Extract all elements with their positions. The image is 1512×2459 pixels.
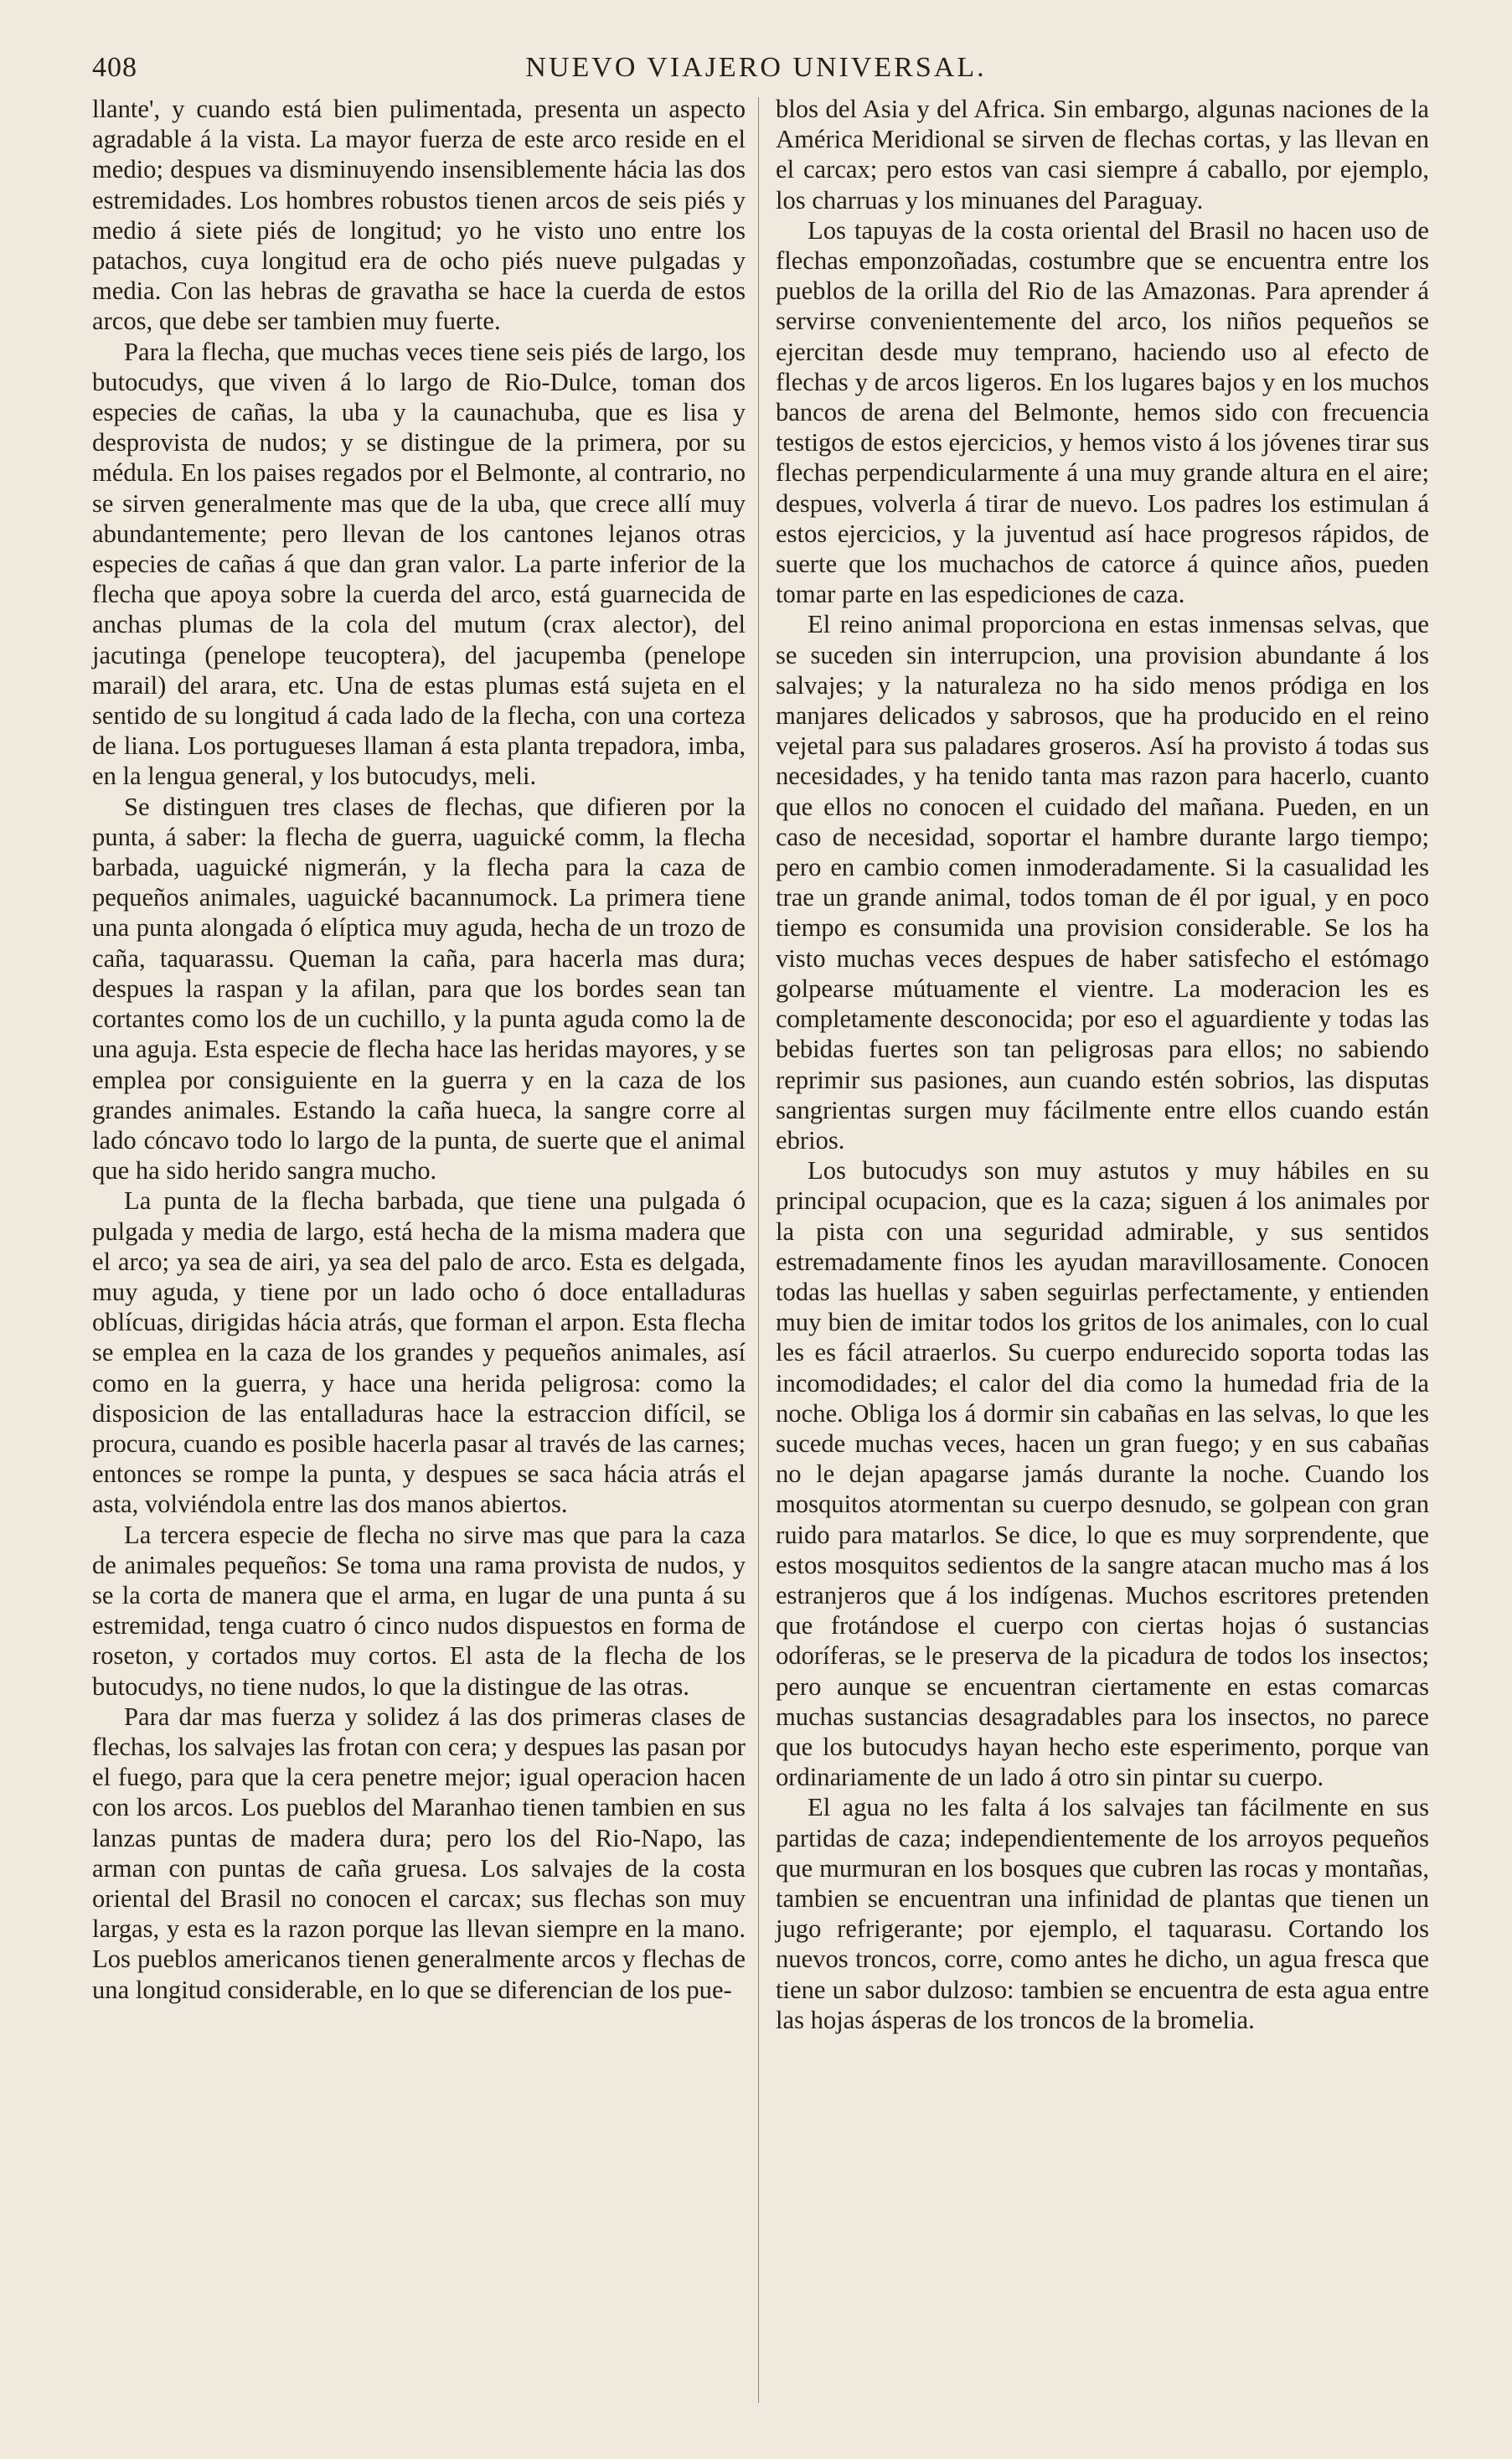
left-column bbox=[92, 94, 746, 2005]
column-divider bbox=[758, 97, 759, 2403]
paragraph: Para dar mas fuerza y solidez á las dos primeras clases de flechas, los salvajes las frotan con cera; y despues las pasan por el fuego, para que la cera penetre mejor; igual operacion hacen con los arcos. Los pueblos del Maranhao tienen tambien en sus lanzas puntas de madera dura; pero los del Rio-Napo, las arman con puntas de caña gruesa. Los salvajes de la costa oriental del Brasil no conocen el carcax; sus flechas son muy largas, y esta es la razon porque las llevan siempre en la mano. Los pueblos americanos tienen generalmente arcos y flechas de una longitud considerable, en lo que se diferencian de los pue- bbox=[92, 1702, 746, 2004]
right-column bbox=[776, 94, 1429, 2035]
paragraph: Los butocudys son muy astutos y muy hábiles en su principal ocupacion, que es la caza; siguen á los animales por la pista con una seguridad admirable, y sus sentidos estremadamente finos les ayudan maravillosamente. Conocen todas las huellas y saben seguirlas perfectamente, y entienden muy bien de imitar todos los gritos de los animales, con lo cual les es fácil atraerlos. Su cuerpo endurecido soporta todas las incomodidades; el calor del dia como la humedad fria de la noche. Obliga los á dormir sin cabañas en las selvas, lo que les sucede muchas veces, hacen un gran fuego; y en sus cabañas no le dejan apagarse jamás durante la noche. Cuando los mosquitos atormentan su cuerpo desnudo, se golpean con gran ruido para matarlos. Se dice, lo que es muy sorprendente, que estos mosquitos sedientos de la sangre atacan mucho mas á los estranjeros que á los indígenas. Muchos escritores pretenden que frotándose el cuerpo con ciertas hojas ó sustancias odoríferas, se le preserva de la picadura de todos los insectos; pero aunque se encuentran ciertamente en estas comarcas muchas sustancias desagradables para los insectos, no parece que los butocudys hayan hecho este esperimento, porque van ordinariamente de un lado á otro sin pintar su cuerpo. bbox=[776, 1156, 1429, 1792]
paragraph: La tercera especie de flecha no sirve mas que para la caza de animales pequeños: Se toma una rama provista de nudos, y se la corta de manera que el arma, en lugar de una punta á su estremidad, tenga cuatro ó cinco nudos dispuestos en forma de roseton, y cortados muy cortos. El asta de la flecha de los butocudys, no tiene nudos, lo que la distingue de las otras. bbox=[92, 1520, 746, 1701]
page-header bbox=[92, 52, 1420, 92]
page-number: 408 bbox=[92, 52, 137, 83]
paragraph: Para la flecha, que muchas veces tiene seis piés de largo, los butocudys, que viven á lo largo de Rio-Dulce, toman dos especies de cañas, la uba y la caunachuba, que es lisa y desprovista de nudos; y se distingue de la primera, por su médula. En los paises regados por el Belmonte, al contrario, no se sirven generalmente mas que de la uba, que crece allí muy abundantemente; pero llevan de los cantones lejanos otras especies de cañas á que dan gran valor. La parte inferior de la flecha que apoya sobre la cuerda del arco, está guarnecida de anchas plumas de la cola del mutum (crax alector), del jacutinga (penelope teucoptera), del jacupemba (penelope marail) del arara, etc. Una de estas plumas está sujeta en el sentido de su longitud á cada lado de la flecha, con una corteza de liana. Los portugueses llaman á esta planta trepadora, imba, en la lengua general, y los butocudys, meli. bbox=[92, 337, 746, 791]
paragraph: Los tapuyas de la costa oriental del Brasil no hacen uso de flechas emponzoñadas, costumbre que se encuentra entre los pueblos de la orilla del Rio de las Amazonas. Para aprender á servirse convenientemente del arco, los niños pequeños se ejercitan desde muy temprano, haciendo uso al efecto de flechas y de arcos ligeros. En los lugares bajos y en los muchos bancos de arena del Belmonte, hemos sido con frecuencia testigos de estos ejercicios, y hemos visto á los jóvenes tirar sus flechas perpendicularmente á una muy grande altura en el aire; despues, volverla á tirar de nuevo. Los padres los estimulan á estos ejercicios, y la juventud así hace progresos rápidos, de suerte que los muchachos de catorce á quince años, pueden tomar parte en las espediciones de caza. bbox=[776, 215, 1430, 609]
running-title: NUEVO VIAJERO UNIVERSAL. bbox=[525, 52, 987, 83]
paragraph: El agua no les falta á los salvajes tan fácilmente en sus partidas de caza; independientemente de los arroyos pequeños que murmuran en los bosques que cubren las rocas y montañas, tambien se encuentran una infinidad de plantas que tienen un jugo refrigerante; por ejemplo, el taquarasu. Cortando los nuevos troncos, corre, como antes he dicho, un agua fresca que tiene un sabor dulzoso: tambien se encuentra de esta agua entre las hojas ásperas de los troncos de la bromelia. bbox=[776, 1793, 1429, 2034]
paragraph: El reino animal proporciona en estas inmensas selvas, que se suceden sin interrupcion, una provision abundante á los salvajes; y la naturaleza no ha sido menos pródiga en los manjares delicados y sabrosos, que ha producido en el reino vejetal para sus paladares groseros. Así ha provisto á todas sus necesidades, y ha tenido tanta mas razon para hacerlo, cuanto que ellos no conocen el cuidado del mañana. Pueden, en un caso de necesidad, soportar el hambre durante largo tiempo; pero en cambio comen inmoderadamente. Si la casualidad les trae un grande animal, todos toman de él por igual, y en poco tiempo es consumida una provision considerable. Se los ha visto muchas veces despues de haber satisfecho el estómago golpearse mútuamente el vientre. La moderacion les es completamente desconocida; por eso el aguardiente y todas las bebidas fuertes son tan peligrosas para ellos; no sabiendo reprimir sus pasiones, aun cuando estén sobrios, las disputas sangrientas surgen muy fácilmente entre ellos cuando están ebrios. bbox=[776, 610, 1429, 1155]
paragraph: Se distinguen tres clases de flechas, que difieren por la punta, á saber: la flecha de guerra, uaguické comm, la flecha barbada, uaguické nigmerán, y la flecha para la caza de pequeños animales, uaguické bacannumock. La primera tiene una punta alongada ó elíptica muy aguda, hecha de un trozo de caña, taquarassu. Queman la caña, para hacerla mas dura; despues la raspan y la afilan, para que los bordes sean tan cortantes como los de un cuchillo, y la punta aguda como la de una aguja. Esta especie de flecha hace las heridas mayores, y se emplea por consiguiente en la guerra y en la caza de los grandes animales. Estando la caña hueca, la sangre corre al lado cóncavo todo lo largo de la punta, de suerte que el animal que ha sido herido sangra mucho. bbox=[92, 792, 746, 1186]
paragraph: llante', y cuando está bien pulimentada, presenta un aspecto agradable á la vista. La mayor fuerza de este arco reside en el medio; despues va disminuyendo insensiblemente hácia las dos estremidades. Los hombres robustos tienen arcos de seis piés y medio á siete piés de longitud; yo he visto uno entre los patachos, cuya longitud era de ocho piés nueve pulgadas y media. Con las hebras de gravatha se hace la cuerda de estos arcos, que debe ser tambien muy fuerte. bbox=[92, 95, 746, 336]
paragraph: blos del Asia y del Africa. Sin embargo, algunas naciones de la América Meridional se sirven de flechas cortas, y las llevan en el carcax; pero estos van casi siempre á caballo, por ejemplo, los charruas y los minuanes del Paraguay. bbox=[776, 95, 1429, 214]
paragraph: La punta de la flecha barbada, que tiene una pulgada ó pulgada y media de largo, está hecha de la misma madera que el arco; ya sea de airi, ya sea del palo de arco. Esta es delgada, muy aguda, y tiene por un lado ocho ó doce entalladuras oblícuas, dirigidas hácia atrás, que forman el arpon. Esta flecha se emplea en la caza de los grandes y pequeños animales, así como en la guerra, y hace una herida peligrosa: como la disposicion de las entalladuras hace la estraccion difícil, se procura, cuando es posible hacerla pasar al través de las carnes; entonces se rompe la punta, y despues se saca hácia atrás el asta, volviéndola entre las dos manos abiertos. bbox=[92, 1186, 746, 1519]
